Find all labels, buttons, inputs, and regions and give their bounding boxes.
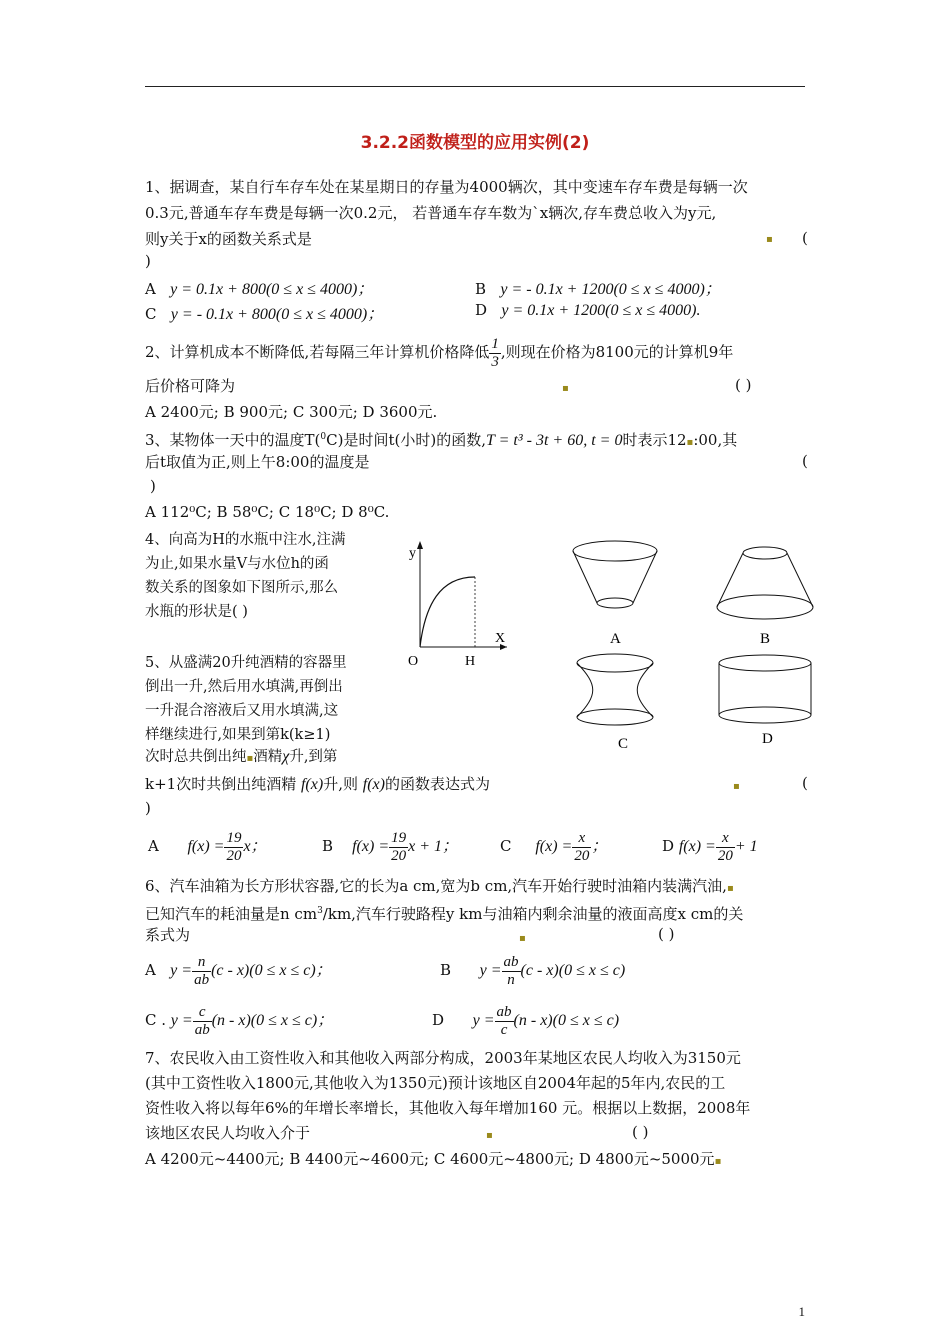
q5-line5: 次时总共倒出纯▪酒精χ升,到第 (145, 748, 338, 765)
q5-option-c: C f(x) = $\frac{x}{20}$ ； (500, 829, 608, 864)
q5-option-b: B f(x) = $\frac{19}{20}$ x + 1； (322, 829, 459, 864)
q3-line1: 3、某物体一天中的温度T($^0$C)是时间t(小时)的函数,T = t³ - 3t + 60, t = 0时表示12▪:00,其 (145, 431, 738, 449)
bottle-shapes (560, 535, 820, 755)
q1-paren-open: ( (802, 229, 808, 247)
q7-line4: 该地区农民人均收入介于 (145, 1124, 311, 1142)
page-title: 3.2.2函数模型的应用实例(2) (360, 133, 590, 153)
q3-line2: 后t取值为正,则上午8:00的温度是 (145, 453, 370, 471)
q4-line3: 数关系的图象如下图所示,那么 (145, 580, 339, 596)
q6-option-d: D y = $\frac{ab}{c}$ (n - x)(0 ≤ x ≤ c) (432, 1003, 620, 1038)
scan-mark: ▪ (519, 933, 526, 944)
q5-line4: 样继续进行,如果到第k(k≥1) (145, 727, 331, 743)
shape-d (719, 655, 811, 747)
y-axis-arrow (417, 541, 423, 549)
q5-option-d: D f(x) = $\frac{x}{20}$ + 1 (662, 829, 758, 864)
q7-paren: ( ) (632, 1123, 649, 1141)
shape-b (717, 547, 813, 647)
q5-paren-close: ) (145, 799, 151, 817)
q2-line2: 后价格可降为 (145, 377, 236, 395)
q7-line1: 7、农民收入由工资性收入和其他收入两部分构成，2003年某地区农民人均收入为3150元 (145, 1049, 741, 1067)
volume-height-graph (395, 535, 515, 675)
q2-line1: 2、计算机成本不断降低,若每隔三年计算机价格降低 $\frac{1}{3}$ ,则现在价格为8100元的计算机9年 (145, 335, 734, 370)
shape-c-label: C (618, 736, 629, 752)
q6-line1: 6、汽车油箱为长方形状容器,它的长为a cm,宽为b cm,汽车开始行驶时油箱内装满汽油,▪ (145, 877, 734, 895)
header-rule (145, 86, 805, 87)
q5-option-a: A f(x) = $\frac{19}{20}$ x； (148, 829, 267, 864)
q1-option-a: A y = 0.1x + 800(0 ≤ x ≤ 4000)； (145, 280, 374, 298)
shape-a-label: A (610, 631, 621, 647)
q2-fraction: $\frac{1}{3}$ (491, 335, 499, 370)
q5-line3: 一升混合溶液后又用水填满,这 (145, 703, 339, 719)
origin-label: O (408, 654, 419, 669)
q5-line6: k+1次时共倒出纯酒精 f(x)升,则 f(x)的函数表达式为 (145, 775, 490, 793)
q1-line1: 1、据调查，某自行车存车处在某星期日的存量为4000辆次，其中变速车存车费是每辆一次 (145, 178, 748, 196)
q6-option-b: B y = $\frac{ab}{n}$ (c - x)(0 ≤ x ≤ c) (440, 953, 626, 988)
q1-option-c: C y = - 0.1x + 800(0 ≤ x ≤ 4000)； (145, 305, 384, 323)
q4-line4: 水瓶的形状是( ) (145, 604, 248, 620)
q4-line1: 4、向高为H的水瓶中注水,注满 (145, 532, 346, 548)
q1-line3: 则y关于x的函数关系式是 (145, 230, 312, 248)
scan-mark: ▪ (486, 1130, 493, 1141)
q7-options: A 4200元~4400元; B 4400元~4600元; C 4600元~4800元; D 4800元~5000元▪ (145, 1150, 722, 1168)
h-label: H (465, 654, 476, 669)
scan-mark: ▪ (733, 781, 740, 792)
scan-mark: ▪ (562, 383, 569, 394)
q5-paren-open: ( (802, 774, 808, 792)
q1-paren-close: ) (145, 252, 151, 270)
curve (420, 577, 475, 647)
q5-line1: 5、从盛满20升纯酒精的容器里 (145, 655, 347, 671)
q1-option-b: B y = - 0.1x + 1200(0 ≤ x ≤ 4000)； (475, 280, 721, 298)
y-axis-label: y (409, 546, 416, 561)
q1-line2: 0.3元,普通车存车费是每辆一次0.2元， 若普通车存车数为`x辆次,存车费总收入为y元, (145, 204, 717, 222)
q1-option-d: D y = 0.1x + 1200(0 ≤ x ≤ 4000). (475, 301, 701, 319)
x-axis-label: X (495, 631, 506, 646)
q6-line3: 系式为 (145, 926, 191, 944)
q5-line2: 倒出一升,然后用水填满,再倒出 (145, 679, 343, 695)
q4-line2: 为止,如果水量V与水位h的函 (145, 556, 329, 572)
q6-paren: ( ) (658, 925, 675, 943)
shape-a (573, 541, 657, 647)
q6-option-c: C . y = $\frac{c}{ab}$ (n - x)(0 ≤ x ≤ c)； (145, 1003, 334, 1038)
q2-options: A 2400元; B 900元; C 300元; D 3600元. (145, 403, 438, 421)
q3-paren-open: ( (802, 452, 808, 470)
q3-paren-close: ) (150, 477, 156, 495)
shape-d-label: D (762, 731, 773, 747)
page-number: 1 (798, 1304, 805, 1319)
q6-option-a: A y = $\frac{n}{ab}$ (c - x)(0 ≤ x ≤ c)； (145, 953, 332, 988)
q3-options: A 112⁰C; B 58⁰C; C 18⁰C; D 8⁰C. (145, 503, 390, 521)
shape-c (577, 654, 653, 752)
shape-b-label: B (760, 631, 771, 647)
q7-line2: (其中工资性收入1800元,其他收入为1350元)预计该地区自2004年起的5年内,农民的工 (145, 1074, 726, 1092)
scan-mark: ▪ (766, 234, 773, 245)
q7-line3: 资性收入将以每年6%的年增长率增长，其他收入每年增加160 元。根据以上数据，2008年 (145, 1099, 751, 1117)
q2-paren: ( ) (735, 376, 752, 394)
q6-line2: 已知汽车的耗油量是n $cm^3/km$,汽车行驶路程y km与油箱内剩余油量的液面高度x cm的关 (145, 905, 744, 923)
